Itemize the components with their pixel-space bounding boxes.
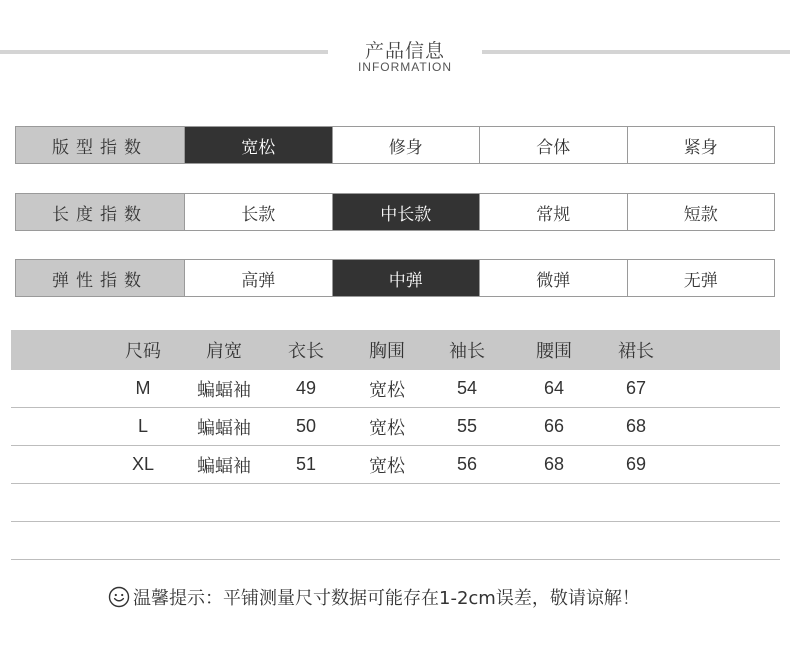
table-cell: 55 — [456, 416, 478, 436]
table-cell: 64 — [543, 378, 565, 398]
header-cell-sleeve: 袖长 — [449, 341, 485, 362]
fit-option-loose: 宽松 — [185, 127, 333, 163]
stretch-option-medium: 中弹 — [333, 260, 481, 296]
table-cell: 51 — [295, 454, 317, 474]
info-header — [0, 34, 790, 78]
fit-option-slim: 修身 — [333, 127, 481, 163]
tip-text: 温馨提示：平铺测量尺寸数据可能存在1-2cm误差，敬请谅解！ — [133, 588, 640, 609]
header-title: 产品信息 — [364, 40, 445, 62]
table-cell: M — [135, 378, 151, 398]
length-option-long: 长款 — [185, 194, 333, 230]
measurement-tip — [108, 584, 640, 610]
header-cell-bust: 胸围 — [369, 341, 405, 362]
length-index-label: 长度指数 — [16, 194, 185, 230]
table-cell: 49 — [295, 378, 317, 398]
length-option-regular: 常规 — [480, 194, 628, 230]
table-cell: 68 — [543, 454, 565, 474]
stretch-option-slight: 微弹 — [480, 260, 628, 296]
table-cell: XL — [131, 454, 155, 474]
table-row — [11, 408, 780, 446]
fit-index-label: 版型指数 — [16, 127, 185, 163]
table-cell: 66 — [543, 416, 565, 436]
table-row-empty — [11, 522, 780, 560]
table-cell: 56 — [456, 454, 478, 474]
header-line-right — [482, 50, 790, 54]
stretch-option-high: 高弹 — [185, 260, 333, 296]
header-cell-waist: 腰围 — [536, 341, 572, 362]
length-option-mid-long: 中长款 — [333, 194, 481, 230]
header-line-left — [0, 50, 328, 54]
length-index-row — [15, 193, 775, 231]
header-cell-shoulder: 肩宽 — [206, 341, 242, 362]
table-cell: L — [137, 416, 148, 436]
size-table — [11, 330, 780, 560]
header-cell-length: 衣长 — [288, 341, 324, 362]
stretch-index-row — [15, 259, 775, 297]
table-row — [11, 446, 780, 484]
table-cell: 蝙蝠袖 — [197, 417, 251, 439]
table-cell: 68 — [625, 416, 647, 436]
fit-index-row — [15, 126, 775, 164]
size-table-header — [11, 330, 780, 370]
smile-icon — [108, 586, 130, 608]
table-row — [11, 370, 780, 408]
length-option-short: 短款 — [628, 194, 775, 230]
header-subtitle: INFORMATION — [357, 60, 453, 74]
table-cell: 宽松 — [369, 417, 405, 439]
fit-option-tight: 紧身 — [628, 127, 775, 163]
table-cell: 54 — [456, 378, 478, 398]
header-cell-skirt-length: 裙长 — [618, 341, 654, 362]
fit-option-regular: 合体 — [480, 127, 628, 163]
table-cell: 50 — [295, 416, 317, 436]
header-cell-size: 尺码 — [125, 341, 161, 362]
table-cell: 蝙蝠袖 — [197, 455, 251, 477]
table-cell: 69 — [625, 454, 647, 474]
table-cell: 蝙蝠袖 — [197, 379, 251, 401]
stretch-option-none: 无弹 — [628, 260, 775, 296]
stretch-index-label: 弹性指数 — [16, 260, 185, 296]
table-cell: 宽松 — [369, 455, 405, 477]
table-cell: 67 — [625, 378, 647, 398]
table-row-empty — [11, 484, 780, 522]
table-cell: 宽松 — [369, 379, 405, 401]
